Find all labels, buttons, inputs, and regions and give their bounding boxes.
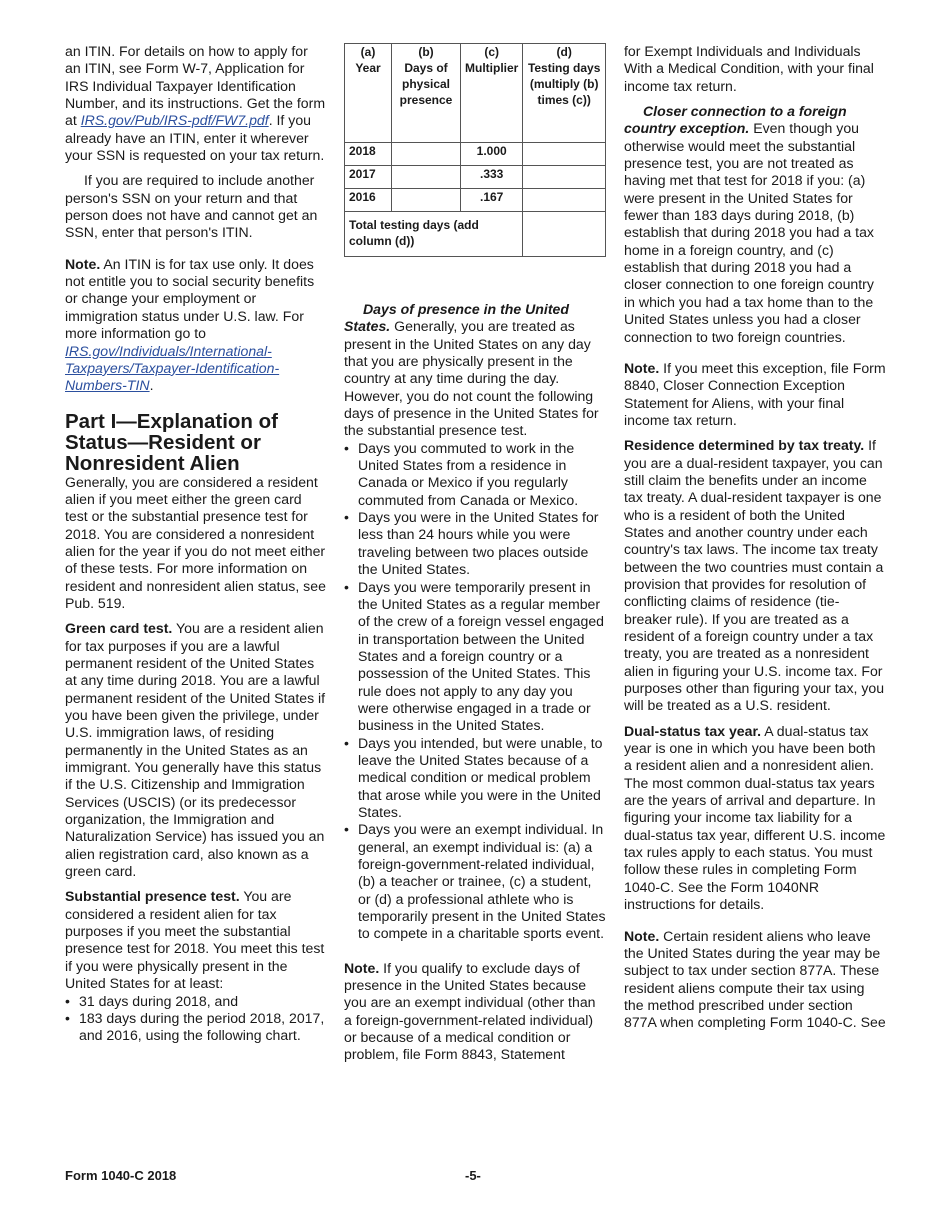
substantial-presence-paragraph: Substantial presence test. You are considered a resident alien for tax purposes if you meet the substantial presence test for 2018. You meet this test if you were physically present in the United States for at least:	[65, 888, 325, 992]
testing-cell	[523, 189, 606, 212]
green-card-paragraph: Green card test. You are a resident alien for tax purposes if you are a lawful permanent resident of the United States at any time during 2018. You are a lawful permanent resident of the United States if you have been given the privilege, under U.S. immigration laws, of residing permanently in the United States as an immigrant. You generally have this status if the U.S. Citizenship and Immigration Services (USCIS) (or its predecessor organization, the Immigration and Naturalization Service) has issued you an alien registration card, also known as a green card.	[65, 620, 326, 880]
table-row	[345, 143, 606, 166]
testing-days-table	[344, 43, 606, 257]
closer-connection-paragraph: Closer connection to a foreign country exception. Even though you otherwise would meet the substantial presence test, you are not treated as having met that test for 2018 if you: (a) were present in the United States for fewer than 183 days during 2018, (b) establish that during 2018 you had a tax home in a foreign country, and (c) establish that during 2018 you had a closer connection to one foreign country in which you had a tax home than to the United States unless you had a closer connection to two foreign countries.	[624, 103, 874, 345]
continued-paragraph: for Exempt Individuals and Individuals With a Medical Condition, with your final income tax return.	[624, 43, 874, 94]
list-item: • Days you were temporarily present in the United States as a regular member of the crew of a foreign vessel engaged in transportation between the United States and a foreign country or a possession of the United States. This rule does not apply to any day you were otherwise engaged in a trade or business in the United States.	[344, 579, 607, 735]
days-cell	[392, 166, 461, 189]
col-header-year: (a) Year	[345, 44, 392, 143]
tin-link[interactable]: IRS.gov/Individuals/International-Taxpayers/Taxpayer-Identification-Numbers-TIN	[65, 342, 280, 394]
total-cell	[523, 212, 606, 257]
list-item: • Days you intended, but were unable, to leave the United States because of a medical condition or medical problem that arose while you were in the United States.	[344, 735, 607, 822]
days-of-presence-label: Days of presence in the United States.	[344, 301, 569, 335]
days-cell	[392, 189, 461, 212]
section-877a-note: Note. Certain resident aliens who leave the United States during the year may be subject to tax under section 877A. These resident aliens compute their tax using the method prescribed under section 877A when completing Form 1040-C. See	[624, 927, 886, 1031]
part-heading: Part I—Explanation of Status—Resident or Nonresident Alien	[65, 409, 278, 475]
part-intro: Generally, you are considered a resident alien if you meet either the green card test or the substantial presence test for 2018. You are considered a nonresident alien for the year if you do not meet either of these tests. For more information on resident and nonresident alien status, see Pub. 519.	[65, 473, 326, 611]
col-header-multiplier: (c) Multiplier	[461, 44, 523, 143]
itin-note: Note. An ITIN is for tax use only. It does not entitle you to social security benefits or change your employment or immigration status under U.S. law. For more information go to IRS.gov/Individuals/International-Taxpayers/Taxpayer-Identification-Numbers-TIN.	[65, 255, 315, 394]
note-label: Note.	[624, 927, 660, 944]
dual-status-paragraph: Dual-status tax year. A dual-status tax year is one in which you have been both a resident alien and a nonresident alien. The most common dual-status tax years are the years of arrival and departure. In figuring your income tax liability for a dual-status tax year, different U.S. income tax rules apply to each status. You must follow these rules in completing Form 1040-C. See the Form 1040NR instructions for details.	[624, 722, 886, 913]
column-right	[624, 43, 886, 1032]
closer-connection-label: Closer connection to a foreign country exception.	[624, 103, 847, 137]
page-number: -5-	[465, 1168, 481, 1183]
form-footer-label: Form 1040-C 2018	[65, 1168, 177, 1183]
fw7-link[interactable]: IRS.gov/Pub/IRS-pdf/FW7.pdf	[80, 112, 269, 129]
col-header-testing-days: (d) Testing days (multiply (b) times (c))	[523, 44, 606, 143]
year-cell: 2017	[345, 166, 392, 189]
exempt-note: Note. If you qualify to exclude days of presence in the United States because you are an exempt individual (other than a foreign-government-related individual) or because of a medical condition or problem, file Form 8843, Statement	[344, 959, 596, 1063]
table-row	[345, 189, 606, 212]
table-row	[345, 166, 606, 189]
note-label: Note.	[65, 255, 101, 272]
another-person-paragraph: If you are required to include another person's SSN on your return and that person does not have and cannot get an SSN, enter that person's ITIN.	[65, 172, 318, 241]
year-cell: 2018	[345, 143, 392, 166]
note-label: Note.	[344, 959, 380, 976]
column-middle	[344, 43, 607, 1064]
table-header-row	[345, 44, 606, 143]
form-8840-note: Note. If you meet this exception, file Form 8840, Closer Connection Exception Statement for Aliens, with your final income tax return.	[624, 359, 886, 428]
multiplier-cell: 1.000	[461, 143, 523, 166]
days-of-presence-paragraph: Days of presence in the United States. Generally, you are treated as present in the United States on any day that you are physically present in the country at any time during the day. However, you do not count the following days of presence in the United States for the substantial presence test.	[344, 301, 599, 439]
col-header-days: (b) Days of physical presence	[392, 44, 461, 143]
substantial-presence-label: Substantial presence test.	[65, 888, 240, 905]
table-total-row	[345, 212, 606, 257]
tax-treaty-label: Residence determined by tax treaty.	[624, 437, 865, 454]
total-label: Total testing days (add column (d))	[345, 212, 523, 257]
tax-treaty-paragraph: Residence determined by tax treaty. If you are a dual-resident taxpayer, you can still claim the benefits under an income tax treaty. A dual-resident taxpayer is one who is a resident of both the United States and another country under each country's tax laws. The income tax treaty between the two countries must contain a provision that provides for resolution of conflicting claims of residence (tie-breaker rule). If you are treated as a resident of a foreign country under a tax treaty, you are treated as a nonresident alien in figuring your U.S. income tax. For purposes other than figuring your tax, you will be treated as a U.S. resident.	[624, 437, 885, 714]
note-label: Note.	[624, 359, 660, 376]
column-left	[65, 43, 327, 1045]
list-item: • 183 days during the period 2018, 2017, and 2016, using the following chart.	[65, 1010, 327, 1045]
itin-paragraph: an ITIN. For details on how to apply for an ITIN, see Form W-7, Application for IRS Individual Taxpayer Identification Number, and its instructions. Get the form at IRS.gov/Pub/IRS-pdf/FW7.pdf. If you already have an ITIN, enter it wherever your SSN is requested on your tax return.	[65, 43, 326, 164]
testing-cell	[523, 166, 606, 189]
list-item: • 31 days during 2018, and	[65, 993, 327, 1010]
dual-status-label: Dual-status tax year.	[624, 722, 762, 739]
days-cell	[392, 143, 461, 166]
list-item: • Days you commuted to work in the United States from a residence in Canada or Mexico if you regularly commuted from Canada or Mexico.	[344, 440, 607, 509]
testing-cell	[523, 143, 606, 166]
multiplier-cell: .333	[461, 166, 523, 189]
year-cell: 2016	[345, 189, 392, 212]
green-card-label: Green card test.	[65, 620, 173, 637]
list-item: • Days you were an exempt individual. In general, an exempt individual is: (a) a foreign-government-related individual, (b) a teacher or trainee, (c) a student, or (d) a professional athlete who is temporarily present in the United States to compete in a charitable sports event.	[344, 821, 607, 942]
list-item: • Days you were in the United States for less than 24 hours while you were traveling between two places outside the United States.	[344, 509, 607, 578]
multiplier-cell: .167	[461, 189, 523, 212]
